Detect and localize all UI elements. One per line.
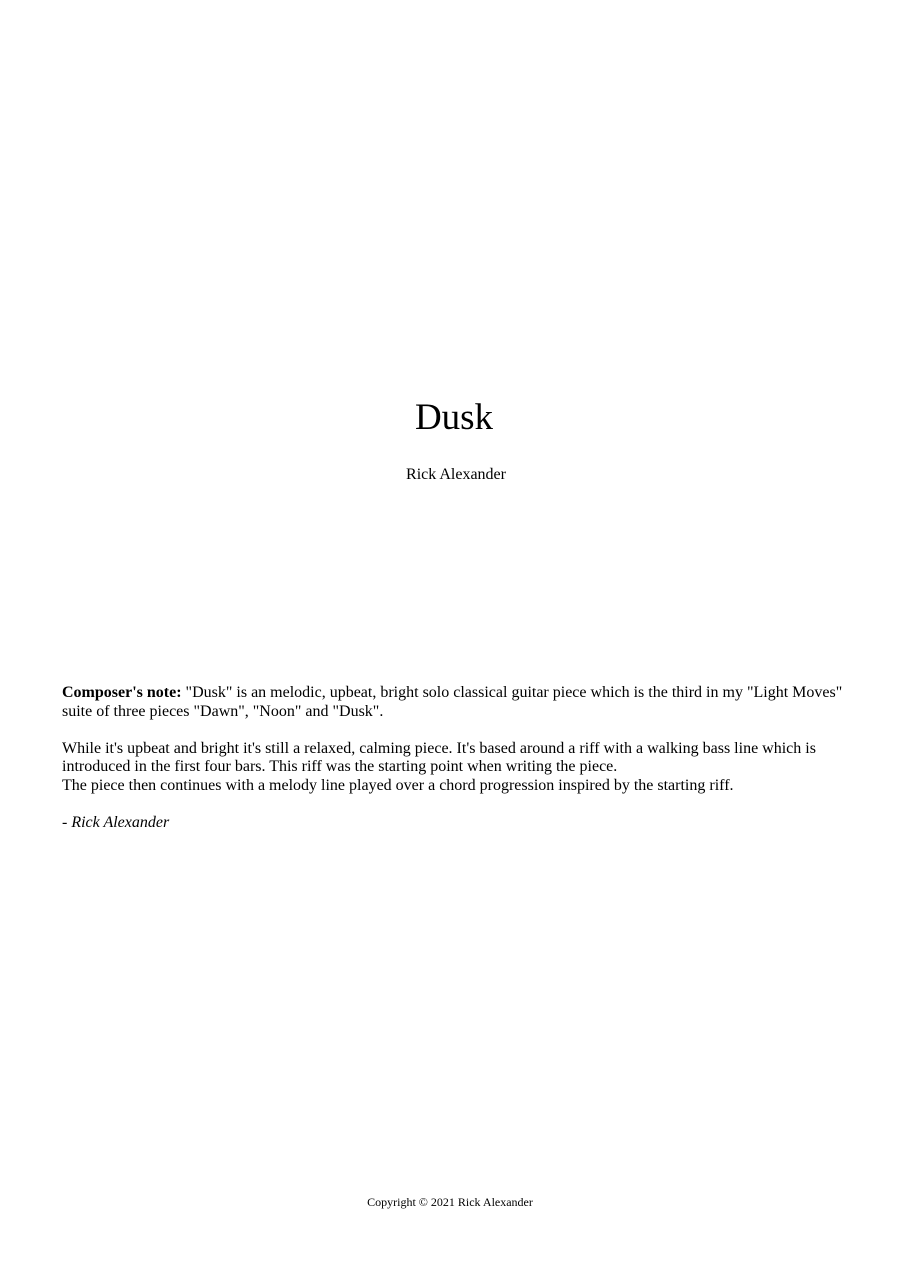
piece-title: Dusk — [414, 397, 494, 438]
composers-note — [62, 684, 852, 851]
note-paragraph-2-line-1: While it's upbeat and bright it's still a relaxed, calming piece. It's based around a riff with a walking bass line which is introduced in the first four bars. This riff was the starting point when writing the piece. — [62, 739, 816, 775]
note-paragraph-2 — [62, 740, 852, 777]
signature-prefix: - — [62, 813, 72, 831]
note-paragraph-2b — [62, 777, 852, 796]
note-paragraph-2-line-2: The piece then continues with a melody line played over a chord progression inspired by the starting riff. — [62, 776, 734, 794]
signature-name: Rick Alexander — [71, 813, 170, 831]
note-label: Composer's note: — [62, 684, 182, 701]
note-signature — [62, 814, 852, 833]
composer-name: Rick Alexander — [406, 466, 506, 483]
note-paragraph-1 — [62, 684, 852, 721]
note-paragraph-1-text: "Dusk" is an melodic, upbeat, bright solo classical guitar piece which is the third in my "Light Moves" suite of three pieces "Dawn", "Noon" and "Dusk". — [62, 684, 843, 720]
copyright-notice: Copyright © 2021 Rick Alexander — [367, 1195, 533, 1209]
